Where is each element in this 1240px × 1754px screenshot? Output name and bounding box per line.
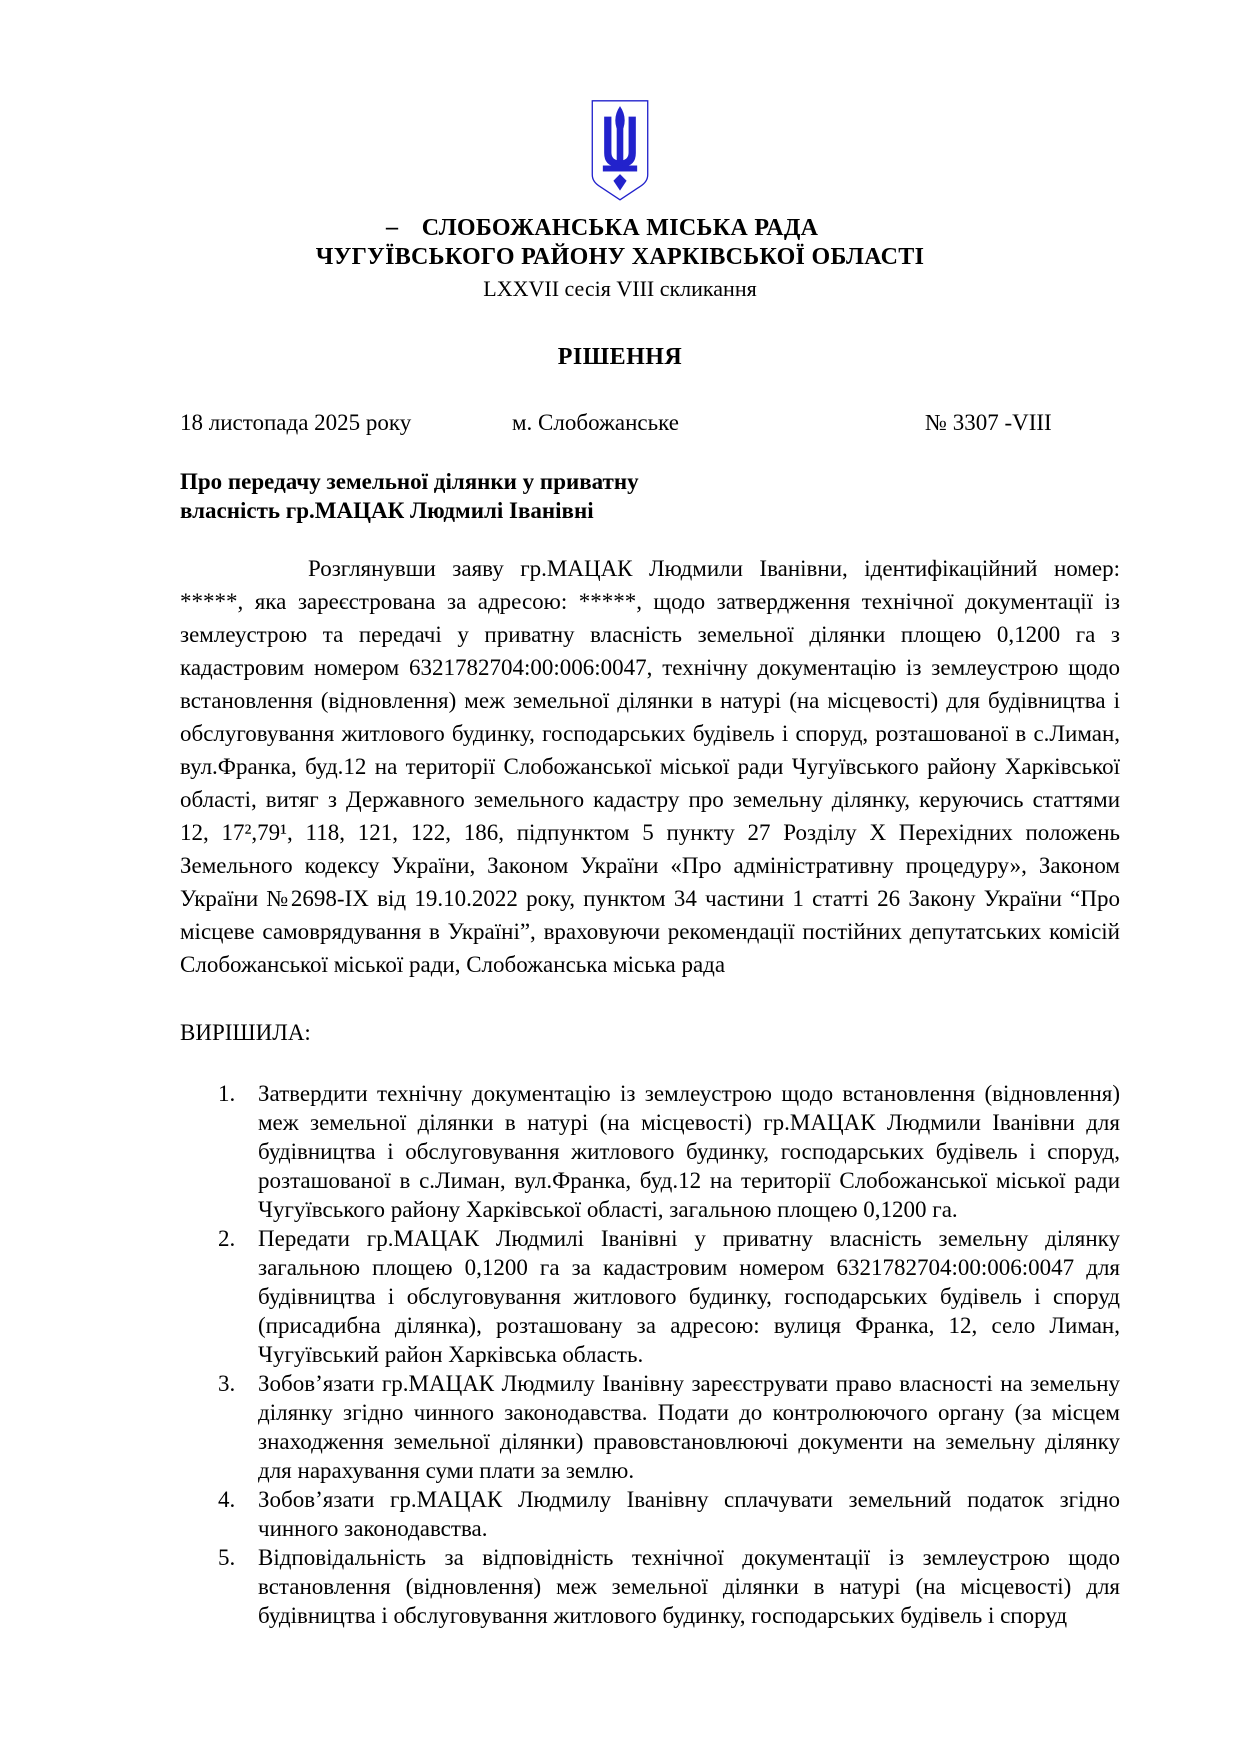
resolution-item-2 (180, 1224, 1120, 1369)
ukraine-trident-emblem-icon (587, 98, 653, 204)
document-place: м. Слобожанське (512, 410, 679, 435)
item-number: 1. (218, 1081, 236, 1106)
subject-line2: власність гр.МАЦАК Людмилі Іванівні (180, 498, 594, 523)
item-text: Відповідальність за відповідність технічної документації із землеустрою щодо встановлення (відновлення) меж земельної ділянки в натурі (на місцевості) для будівництва і обслуговування житлового будинку, господарських будівель і споруд (258, 1545, 1120, 1628)
document-number: № 3307 -VIII (925, 410, 1052, 435)
item-text: Зобов’язати гр.МАЦАК Людмилу Іванівну сплачувати земельний податок згідно чинного законодавства. (258, 1487, 1120, 1541)
organization-name-line1: СЛОБОЖАНСЬКА МІСЬКА РАДА (421, 215, 819, 241)
document-date: 18 листопада 2025 року (180, 410, 412, 435)
resolution-item-1 (180, 1079, 1120, 1224)
preamble-paragraph: Розглянувши заяву гр.МАЦАК Людмили Іванівни, ідентифікаційний номер: *****, яка зареєстрована за адресою: *****, щодо затвердження технічної документації із землеустрою та передачі у приватну власність земельної ділянки площею 0,1200 га з кадастровим номером 6321782704:00:006:0047, технічну документацію із землеустрою щодо встановлення (відновлення) меж земельної ділянки в натурі (на місцевості) для будівництва і обслуговування житлового будинку, господарських будівель і споруд, розташованої в с.Лиман, вул.Франка, буд.12 на території Слобожанської міської ради Чугуївського району Харківської області, витяг з Державного земельного кадастру про земельну ділянку, керуючись статтями 12, 17²,79¹, 118, 121, 122, 186, підпунктом 5 пункту 27 Розділу X Перехідних положень Земельного кодексу України, Законом України «Про адміністративну процедуру», Законом України №2698-IX від 19.10.2022 року, пунктом 34 частини 1 статті 26 Закону України “Про місцеве самоврядування в Україні”, враховуючи рекомендації постійних депутатських комісій Слобожанської міської ради, Слобожанська міська рада (180, 556, 1120, 977)
organization-name-line2: ЧУГУЇВСЬКОГО РАЙОНУ ХАРКІВСЬКОЇ ОБЛАСТІ (315, 244, 925, 270)
stray-underscore-mark: _ (386, 206, 398, 232)
item-number: 2. (218, 1226, 236, 1251)
resolution-item-5 (180, 1543, 1120, 1630)
item-text: Передати гр.МАЦАК Людмилі Іванівні у приватну власність земельну ділянку загальною площею 0,1200 га за кадастровим номером 6321782704:00:006:0047 для будівництва і обслуговування житлового будинку, господарських будівель і споруд (присадибна ділянка), розташовану за адресою: вулиця Франка, 12, село Лиман, Чугуївський район Харківська область. (258, 1226, 1120, 1367)
resolution-item-3 (180, 1369, 1120, 1485)
resolved-heading: ВИРІШИЛА: (180, 1020, 311, 1045)
item-number: 3. (218, 1371, 236, 1396)
subject-line1: Про передачу земельної ділянки у приватну (180, 469, 639, 494)
session-line: LXXVII сесія VIII скликання (483, 276, 757, 301)
item-text: Зобов’язати гр.МАЦАК Людмилу Іванівну зареєструвати право власності на земельну ділянку згідно чинного законодавства. Подати до контролюючого органу (за місцем знаходження земельної ділянки) правовстановлюючі документи на земельну ділянку для нарахування суми плати за землю. (258, 1371, 1120, 1483)
document-meta-row (180, 408, 1120, 437)
item-number: 5. (218, 1545, 236, 1570)
item-number: 4. (218, 1487, 236, 1512)
emblem-container (0, 0, 1240, 209)
document-subject (180, 467, 1120, 525)
organization-header (0, 214, 1240, 303)
resolution-item-4 (180, 1485, 1120, 1543)
resolution-list (180, 1079, 1120, 1630)
item-text: Затвердити технічну документацію із землеустрою щодо встановлення (відновлення) меж земельної ділянки в натурі (на місцевості) гр.МАЦАК Людмили Іванівни для будівництва і обслуговування житлового будинку, господарських будівель і споруд, розташованої в с.Лиман, вул.Франка, буд.12 на території Слобожанської міської ради Чугуївського району Харківської області, загальною площею 0,1200 га. (258, 1081, 1120, 1222)
document-type-title: РІШЕННЯ (557, 344, 683, 370)
